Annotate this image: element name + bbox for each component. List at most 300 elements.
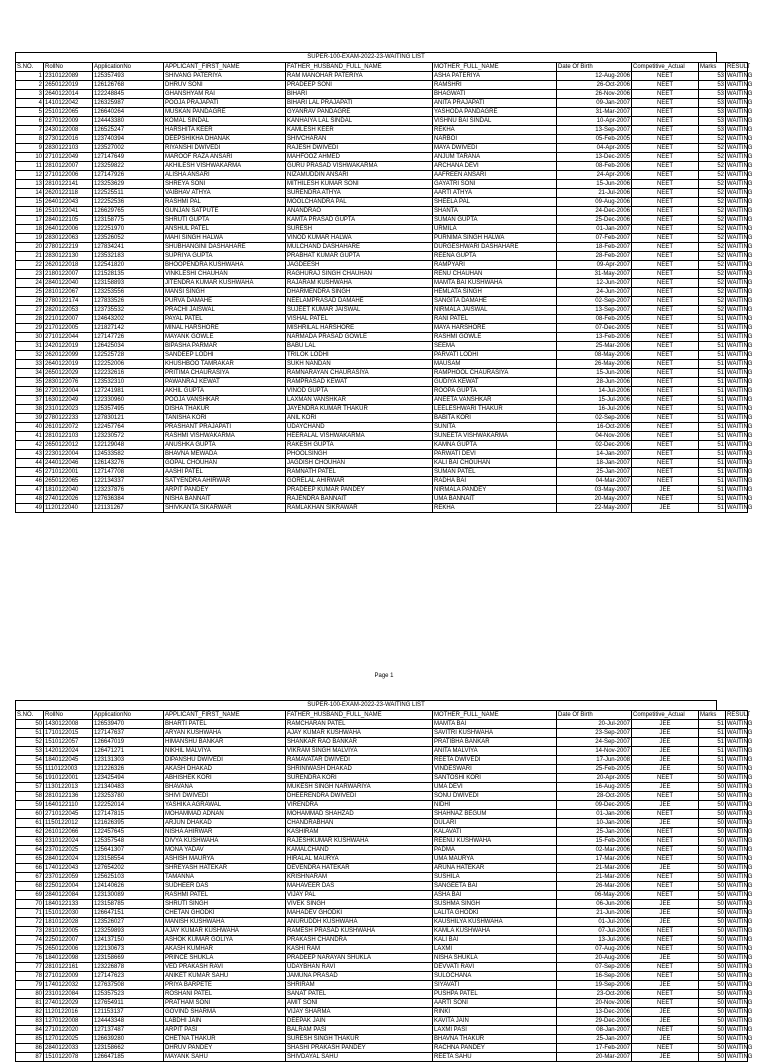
- table-cell: WAITING: [727, 127, 753, 133]
- table-cell: 23-Oct-2006: [557, 990, 632, 999]
- table-cell: 2820122053: [44, 306, 93, 315]
- table-cell: WAITING: [727, 982, 753, 988]
- table-cell: 123130089: [93, 891, 164, 900]
- table-cell: 51: [699, 450, 726, 459]
- table-cell: UMA BANNAIT: [433, 495, 557, 504]
- table-cell: 2830122076: [44, 378, 93, 387]
- table-cell: RAMAVATAR DWIVEDI: [286, 756, 433, 765]
- table-row: [16, 315, 748, 324]
- table-cell: 16-Sep-2006: [557, 972, 632, 981]
- table-cell: 26-May-2006: [557, 360, 632, 369]
- table-cell: NISHA BANNAIT: [164, 495, 286, 504]
- table-cell: 50: [699, 801, 726, 810]
- table-cell: 02-Dec-2006: [557, 441, 632, 450]
- page-number: Page 1: [374, 673, 394, 679]
- table-cell: PARVATI LODHI: [433, 351, 557, 360]
- table-cell: PARWATI DEVI: [433, 450, 557, 459]
- table-cell: GUDIYA KEWAT: [433, 378, 557, 387]
- table-cell: RAJESHKUMAR KUSHWAHA: [286, 837, 433, 846]
- table-cell: NEET: [632, 495, 699, 504]
- table-cell: 70: [16, 900, 44, 909]
- table-cell: VIJAY SHARMA: [286, 1008, 433, 1017]
- table-row: [16, 432, 748, 441]
- table-cell: RASHMI VISHWAKARMA: [164, 432, 286, 441]
- table-cell: 125357493: [93, 72, 164, 81]
- table-row: [16, 261, 748, 270]
- table-cell: 50: [699, 891, 726, 900]
- table-cell: SHEELA PAL: [433, 198, 557, 207]
- waiting-list-table: [15, 62, 753, 513]
- table-cell: 18-Feb-2007: [557, 243, 632, 252]
- table-cell: MOOLCHANDRA PAL: [286, 198, 433, 207]
- table-cell: LEELESHWARI THAKUR: [433, 405, 557, 414]
- table-cell: WAITING: [727, 109, 753, 115]
- table-cell: 7: [16, 126, 44, 135]
- table-cell: 04-Nov-2006: [557, 432, 632, 441]
- table-row: [16, 216, 748, 225]
- table-cell: 24: [16, 279, 44, 288]
- table-cell: RAMPYARI: [433, 261, 557, 270]
- table-cell: WAITING: [727, 217, 753, 223]
- table-cell: 50: [16, 720, 44, 729]
- table-cell: 2640122043: [44, 198, 93, 207]
- table-cell: NEET: [632, 261, 699, 270]
- table-cell: 126647185: [93, 1053, 164, 1062]
- table-cell: JEE: [632, 819, 699, 828]
- table-row: [16, 891, 748, 900]
- table-cell: ANJUM TARANA: [433, 153, 557, 162]
- table-cell: RENU CHAUHAN: [433, 270, 557, 279]
- table-cell: GAYATRI SONI: [433, 180, 557, 189]
- table-cell: WAITING: [727, 253, 753, 259]
- table-cell: WAITING: [727, 1036, 753, 1042]
- table-cell: 126639280: [93, 1035, 164, 1044]
- table-cell: 01-Jul-2006: [557, 918, 632, 927]
- table-cell: SUNEETA VISHWAKARMA: [433, 432, 557, 441]
- table-cell: JAGDEESH: [286, 261, 433, 270]
- table-cell: WAITING: [727, 136, 753, 142]
- table-row: [16, 882, 748, 891]
- table-cell: WAITING: [727, 163, 753, 169]
- waiting-list-table: [15, 710, 753, 1062]
- table-cell: 5: [16, 108, 44, 117]
- table-cell: ANIKET KUMAR SAHU: [164, 972, 286, 981]
- table-cell: MAHFOOZ AHMED: [286, 153, 433, 162]
- table-cell: WAITING: [727, 370, 753, 376]
- table-cell: PRACHI JAISWAL: [164, 306, 286, 315]
- table-cell: POOJA VANSHKAR: [164, 396, 286, 405]
- table-cell: 11: [16, 162, 44, 171]
- table-cell: KAUSHILYA KUSHWAHA: [433, 918, 557, 927]
- table-row: [16, 288, 748, 297]
- table-cell: LAXMI: [433, 945, 557, 954]
- table-cell: NEET: [632, 234, 699, 243]
- column-header: Marks: [699, 63, 726, 72]
- table-row: [16, 279, 748, 288]
- table-cell: 31-May-2007: [557, 270, 632, 279]
- table-cell: WAITING: [727, 424, 753, 430]
- table-cell: 1410122042: [44, 99, 93, 108]
- table-cell: KAVITA JAIN: [433, 1017, 557, 1026]
- table-cell: 121827142: [93, 324, 164, 333]
- table-cell: MAYANK GOWLE: [164, 333, 286, 342]
- table-cell: GORELAL AHIRWAR: [286, 477, 433, 486]
- table-cell: HEMLATA SINGH: [433, 288, 557, 297]
- table-cell: 22: [16, 261, 44, 270]
- table-cell: ARCHANA DEVI: [433, 162, 557, 171]
- table-cell: SHRUTI GUPTA: [164, 216, 286, 225]
- table-cell: RASHMI PATEL: [164, 891, 286, 900]
- table-cell: 52: [699, 180, 726, 189]
- table-row: [16, 720, 748, 729]
- table-cell: ANITA PRAJAPATI: [433, 99, 557, 108]
- table-cell: 53: [699, 126, 726, 135]
- table-cell: MANISH KUSHWAHA: [164, 918, 286, 927]
- table-cell: 14-Jul-2006: [557, 387, 632, 396]
- table-cell: NEET: [632, 423, 699, 432]
- table-cell: 2210122007: [44, 315, 93, 324]
- table-cell: AASHI PATEL: [164, 468, 286, 477]
- table-cell: 12-Aug-2006: [557, 72, 632, 81]
- table-cell: 08-Feb-2006: [557, 162, 632, 171]
- table-cell: 09-Dec-2005: [557, 801, 632, 810]
- sheet-title: SUPER-100-EXAM-2022-23-WAITING LIST: [15, 52, 717, 62]
- table-cell: 2840122084: [44, 891, 93, 900]
- table-cell: 126525247: [93, 126, 164, 135]
- table-cell: 17: [16, 216, 44, 225]
- table-cell: SHRIRAM: [286, 981, 433, 990]
- table-cell: RAMPRASAD KEWAT: [286, 378, 433, 387]
- table-cell: DHRUV SONI: [164, 81, 286, 90]
- table-cell: NEET: [632, 207, 699, 216]
- table-cell: JEE: [632, 1035, 699, 1044]
- table-cell: WAITING: [727, 190, 753, 196]
- column-header: Competitive_Actual: [632, 63, 699, 72]
- table-cell: NEET: [632, 846, 699, 855]
- table-cell: 2710122006: [44, 171, 93, 180]
- table-cell: 07-Sep-2006: [557, 963, 632, 972]
- table-cell: 14-Jan-2007: [557, 450, 632, 459]
- table-cell: 48: [16, 495, 44, 504]
- table-cell: ASHISH MAURYA: [164, 855, 286, 864]
- column-header: APPLICANT_FIRST_NAME: [164, 63, 286, 72]
- table-cell: WAITING: [727, 208, 753, 214]
- table-cell: WAITING: [727, 865, 753, 871]
- table-row: [16, 963, 748, 972]
- table-cell: 122525511: [93, 189, 164, 198]
- table-cell: 125641307: [93, 846, 164, 855]
- table-cell: 43: [16, 450, 44, 459]
- table-cell: 123158775: [93, 216, 164, 225]
- table-cell: HIMANSHU BANKAR: [164, 738, 286, 747]
- table-cell: NEET: [632, 405, 699, 414]
- table-cell: 14: [16, 189, 44, 198]
- table-cell: 127147726: [93, 333, 164, 342]
- table-cell: 127654202: [93, 864, 164, 873]
- table-cell: RINKI: [433, 1008, 557, 1017]
- table-cell: 2250122007: [44, 936, 93, 945]
- table-cell: 1810122040: [44, 486, 93, 495]
- table-cell: WAITING: [727, 1018, 753, 1024]
- table-cell: 50: [699, 954, 726, 963]
- table-cell: 2610122072: [44, 423, 93, 432]
- table-cell: JEE: [632, 981, 699, 990]
- table-cell: KAMALCHAND: [286, 846, 433, 855]
- table-cell: 03-May-2007: [557, 486, 632, 495]
- table-row: [16, 180, 748, 189]
- table-cell: JEE: [632, 729, 699, 738]
- table-row: [16, 387, 748, 396]
- table-cell: KALI BAI CHOUHAN: [433, 459, 557, 468]
- table-cell: NEET: [632, 972, 699, 981]
- column-header: RollNo: [44, 63, 93, 72]
- table-cell: WAITING: [727, 100, 753, 106]
- table-cell: 2710122049: [44, 153, 93, 162]
- table-cell: NEET: [632, 126, 699, 135]
- table-cell: 127147637: [93, 729, 164, 738]
- table-cell: NEET: [632, 135, 699, 144]
- table-cell: 33: [16, 360, 44, 369]
- table-cell: SANTOSHI KORI: [433, 774, 557, 783]
- table-cell: 59: [16, 801, 44, 810]
- table-cell: 52: [16, 738, 44, 747]
- table-cell: 2620122099: [44, 351, 93, 360]
- table-cell: UDAYCHAND: [286, 423, 433, 432]
- table-cell: 58: [16, 792, 44, 801]
- table-cell: 50: [699, 783, 726, 792]
- table-cell: 123740394: [93, 135, 164, 144]
- table-cell: 50: [699, 774, 726, 783]
- table-cell: BHOOPENDRA KUSHWAHA: [164, 261, 286, 270]
- table-cell: LALITA GHODKI: [433, 909, 557, 918]
- table-cell: MAMTA BAI KUSHWAHA: [433, 279, 557, 288]
- table-cell: 127147649: [93, 153, 164, 162]
- table-cell: DHEERENDRA DWIVEDI: [286, 792, 433, 801]
- table-cell: 85: [16, 1035, 44, 1044]
- table-cell: 17-Mar-2006: [557, 855, 632, 864]
- table-cell: WAITING: [727, 478, 753, 484]
- table-cell: REKHA: [433, 126, 557, 135]
- table-cell: 25-Jan-2007: [557, 468, 632, 477]
- table-cell: BHAVANA: [164, 783, 286, 792]
- table-cell: 2640122019: [44, 360, 93, 369]
- table-cell: 86: [16, 1044, 44, 1053]
- table-cell: 51: [699, 459, 726, 468]
- table-cell: NISHA SHUKLA: [433, 954, 557, 963]
- table-row: [16, 864, 748, 873]
- table-row: [16, 405, 748, 414]
- table-cell: 01-Jan-2007: [557, 225, 632, 234]
- table-cell: 52: [699, 171, 726, 180]
- table-cell: RAMLAKHAN SIKRAWAR: [286, 504, 433, 513]
- table-cell: 2230122004: [44, 450, 93, 459]
- table-cell: 2370122025: [44, 846, 93, 855]
- table-cell: 18-Jan-2007: [557, 459, 632, 468]
- table-cell: SANDEEP LODHI: [164, 351, 286, 360]
- table-cell: 16-Jul-2006: [557, 405, 632, 414]
- table-cell: BHAVNA MEWADA: [164, 450, 286, 459]
- table-cell: 37: [16, 396, 44, 405]
- table-cell: 50: [699, 900, 726, 909]
- table-cell: UDAYBHAN RAVI: [286, 963, 433, 972]
- table-cell: 50: [699, 1008, 726, 1017]
- table-cell: KASHIRAM: [286, 828, 433, 837]
- table-cell: MULCHAND DASHAHARE: [286, 243, 433, 252]
- table-row: [16, 999, 748, 1008]
- table-cell: SUMAN PATEL: [433, 468, 557, 477]
- table-cell: 2840122033: [44, 1044, 93, 1053]
- table-cell: 24-Jun-2007: [557, 288, 632, 297]
- table-cell: JEE: [632, 504, 699, 513]
- table-cell: 1: [16, 72, 44, 81]
- table-cell: WAITING: [727, 883, 753, 889]
- table-cell: 2840122040: [44, 279, 93, 288]
- table-cell: 123158669: [93, 954, 164, 963]
- table-cell: 2310122024: [44, 837, 93, 846]
- table-cell: SEEMA: [433, 342, 557, 351]
- table-cell: VIJAY PAL: [286, 891, 433, 900]
- table-cell: WAITING: [727, 739, 753, 745]
- table-row: [16, 495, 748, 504]
- table-cell: PURVA DAMAHE: [164, 297, 286, 306]
- table-cell: JEE: [632, 747, 699, 756]
- table-header-row: [16, 711, 748, 720]
- table-cell: 50: [699, 999, 726, 1008]
- table-cell: NEET: [632, 342, 699, 351]
- table-cell: 50: [699, 918, 726, 927]
- table-cell: WAITING: [727, 433, 753, 439]
- table-cell: WAITING: [727, 892, 753, 898]
- table-cell: 66: [16, 864, 44, 873]
- table-cell: NEET: [632, 432, 699, 441]
- table-cell: JEE: [632, 765, 699, 774]
- table-cell: DEEPSHIKHA DHANAK: [164, 135, 286, 144]
- table-cell: NEET: [632, 963, 699, 972]
- table-cell: PRITIMA CHAURASIYA: [164, 369, 286, 378]
- table-row: [16, 450, 748, 459]
- table-cell: WAITING: [727, 262, 753, 268]
- table-cell: RASHMI PAL: [164, 198, 286, 207]
- table-cell: VINOD GUPTA: [286, 387, 433, 396]
- sheet-title: SUPER-100-EXAM-2022-23-WAITING LIST: [15, 700, 717, 710]
- table-cell: RAGHURAJ SINGH CHAUHAN: [286, 270, 433, 279]
- table-cell: 1840122098: [44, 954, 93, 963]
- table-cell: 127830121: [93, 414, 164, 423]
- table-cell: 123735532: [93, 306, 164, 315]
- table-cell: 14-Nov-2007: [557, 747, 632, 756]
- table-cell: JEE: [632, 486, 699, 495]
- table-cell: GOPAL CHOUHAN: [164, 459, 286, 468]
- table-cell: SUSHILA: [433, 873, 557, 882]
- table-cell: 2810122103: [44, 432, 93, 441]
- table-cell: WAITING: [727, 226, 753, 232]
- table-row: [16, 936, 748, 945]
- table-cell: WAITING: [727, 469, 753, 475]
- table-cell: NEET: [632, 216, 699, 225]
- table-cell: SHIVCHARAN: [286, 135, 433, 144]
- table-cell: 57: [16, 783, 44, 792]
- table-row: [16, 153, 748, 162]
- table-cell: 13-Dec-2006: [557, 1008, 632, 1017]
- table-cell: SHASHI PRAKASH PANDEY: [286, 1044, 433, 1053]
- table-cell: 08-May-2006: [557, 351, 632, 360]
- table-cell: 20-Jul-2007: [557, 720, 632, 729]
- table-cell: 53: [699, 90, 726, 99]
- table-cell: 79: [16, 981, 44, 990]
- table-cell: SHREYASH HATEKAR: [164, 864, 286, 873]
- table-cell: 47: [16, 486, 44, 495]
- table-cell: 73: [16, 927, 44, 936]
- table-cell: 1740122032: [44, 981, 93, 990]
- table-cell: 82: [16, 1008, 44, 1017]
- table-row: [16, 459, 748, 468]
- table-cell: 121528135: [93, 270, 164, 279]
- table-cell: WAITING: [727, 946, 753, 952]
- table-cell: NEET: [632, 792, 699, 801]
- table-cell: RAJARAM KUSHWAHA: [286, 279, 433, 288]
- table-cell: RAJESH DWIVEDI: [286, 144, 433, 153]
- table-cell: JEE: [632, 909, 699, 918]
- table-cell: 50: [699, 945, 726, 954]
- table-cell: 25: [16, 288, 44, 297]
- table-cell: 13-Dec-2005: [557, 153, 632, 162]
- table-cell: NEET: [632, 306, 699, 315]
- table-cell: 13-Sep-2007: [557, 126, 632, 135]
- table-row: [16, 846, 748, 855]
- table-cell: 25-Jan-2007: [557, 1035, 632, 1044]
- table-cell: 6: [16, 117, 44, 126]
- table-cell: WAITING: [727, 964, 753, 970]
- table-cell: AAFREEN ANSARI: [433, 171, 557, 180]
- table-cell: ANANDRAO: [286, 207, 433, 216]
- table-cell: 2830122130: [44, 252, 93, 261]
- table-cell: 08-Feb-2005: [557, 315, 632, 324]
- table-cell: JEE: [632, 801, 699, 810]
- table-cell: 52: [699, 144, 726, 153]
- table-row: [16, 819, 748, 828]
- table-cell: 51: [699, 747, 726, 756]
- table-cell: 20-Mar-2007: [557, 1053, 632, 1062]
- table-cell: ROOPA GUPTA: [433, 387, 557, 396]
- table-cell: 36: [16, 387, 44, 396]
- table-cell: 2650122019: [44, 81, 93, 90]
- table-row: [16, 801, 748, 810]
- table-cell: 122252006: [93, 360, 164, 369]
- table-row: [16, 414, 748, 423]
- table-cell: 125357523: [93, 990, 164, 999]
- table-cell: WAITING: [727, 460, 753, 466]
- table-cell: 50: [699, 990, 726, 999]
- table-cell: 16-Aug-2005: [557, 783, 632, 792]
- table-cell: WAITING: [727, 901, 753, 907]
- table-cell: KAMTA PRASAD GUPTA: [286, 216, 433, 225]
- table-cell: NEET: [632, 351, 699, 360]
- table-cell: 52: [699, 162, 726, 171]
- table-cell: 02-Mar-2006: [557, 846, 632, 855]
- table-cell: 13-Feb-2006: [557, 333, 632, 342]
- table-cell: 69: [16, 891, 44, 900]
- table-cell: SANGEETA BAI: [433, 882, 557, 891]
- table-row: [16, 396, 748, 405]
- table-cell: 1510122078: [44, 1053, 93, 1062]
- table-row: [16, 747, 748, 756]
- table-cell: PRADEEP NARAYAN SHUKLA: [286, 954, 433, 963]
- table-cell: NEET: [632, 72, 699, 81]
- table-cell: 2720122004: [44, 387, 93, 396]
- table-cell: NEET: [632, 945, 699, 954]
- table-cell: WAITING: [727, 388, 753, 394]
- table-cell: MAROOF RAZA ANSARI: [164, 153, 286, 162]
